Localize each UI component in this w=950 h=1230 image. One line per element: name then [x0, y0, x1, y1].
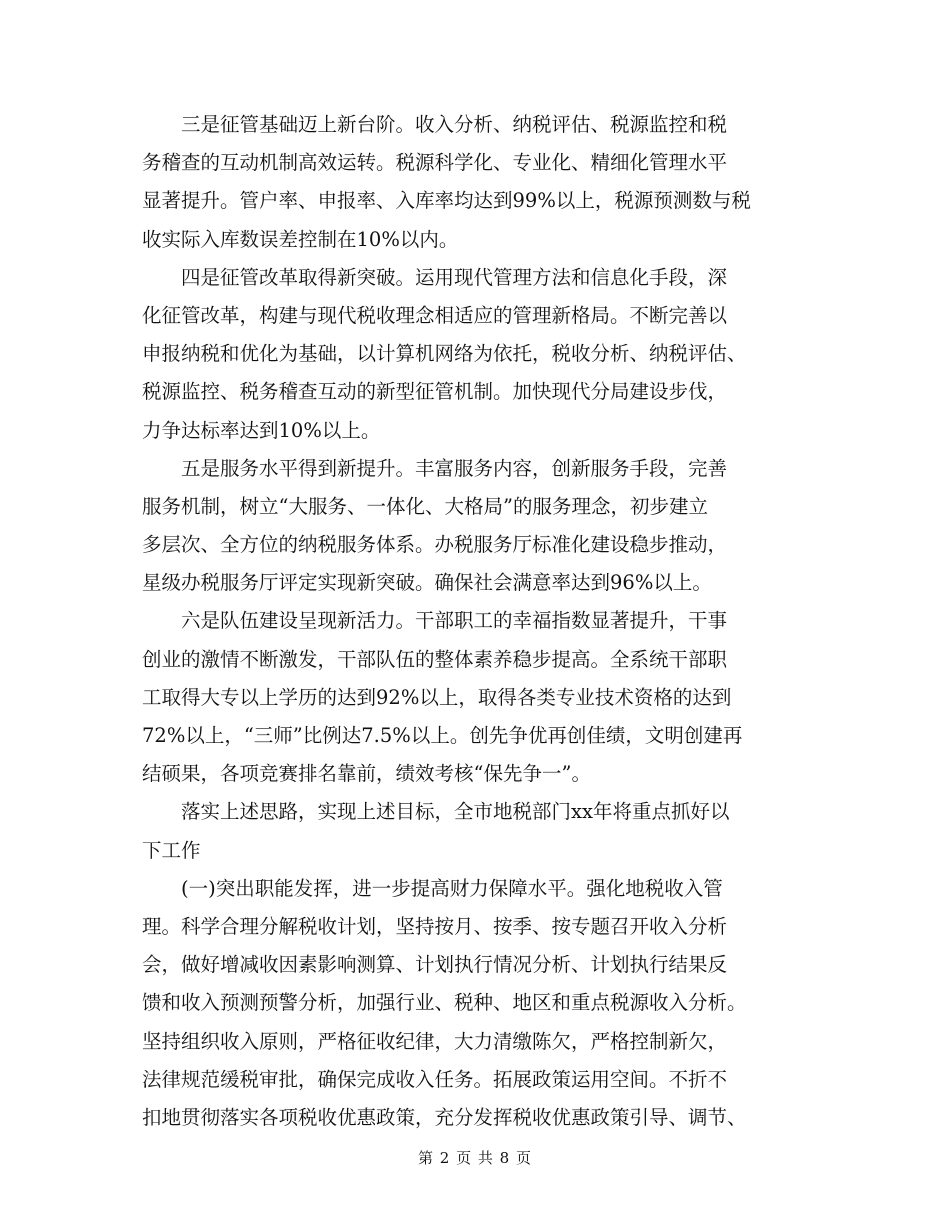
paragraph-first-line: 五是服务水平得到新提升。丰富服务内容，创新服务手段，完善: [181, 456, 728, 480]
paragraph-line: 坚持组织收入原则，严格征收纪律，大力清缴陈欠，严格控制新欠，: [142, 1029, 728, 1053]
paragraph-line: 化征管改革，构建与现代税收理念相适应的管理新格局。不断完善以: [142, 303, 728, 327]
paragraph-line: 力争达标率达到10%以上。: [142, 418, 381, 442]
paragraph-line: 务稽查的互动机制高效运转。税源科学化、专业化、精细化管理水平: [142, 151, 728, 175]
paragraph-line: 显著提升。管户率、申报率、入库率均达到99%以上，税源预测数与税: [142, 189, 751, 213]
paragraph-line: 下工作: [142, 838, 201, 862]
paragraph-first-line: 四是征管改革取得新突破。运用现代管理方法和信息化手段，深: [181, 265, 728, 289]
paragraph-line: 扣地贯彻落实各项税收优惠政策，充分发挥税收优惠政策引导、调节、: [142, 1105, 747, 1129]
paragraph-line: 税源监控、税务稽查互动的新型征管机制。加快现代分局建设步伐，: [142, 380, 728, 404]
page-number-footer: 第 2 页 共 8 页: [418, 1149, 532, 1167]
paragraph-line: 星级办税服务厅评定实现新突破。确保社会满意率达到96%以上。: [142, 571, 712, 595]
paragraph-line: 申报纳税和优化为基础，以计算机网络为依托，税收分析、纳税评估、: [142, 342, 747, 366]
paragraph-line: 会，做好增减收因素影响测算、计划执行情况分析、计划执行结果反: [142, 953, 728, 977]
paragraph-line: 工取得大专以上学历的达到92%以上，取得各类专业技术资格的达到: [142, 685, 732, 709]
paragraph-line: 结硕果，各项竞赛排名靠前，绩效考核“保先争一”。: [142, 762, 591, 786]
document-body: [142, 106, 810, 1137]
paragraph-first-line: (一)突出职能发挥，进一步提高财力保障水平。强化地税收入管: [181, 876, 723, 900]
paragraph-line: 服务机制，树立“大服务、一体化、大格局”的服务理念，初步建立: [142, 494, 708, 518]
paragraph-line: 馈和收入预测预警分析，加强行业、税种、地区和重点税源收入分析。: [142, 991, 747, 1015]
paragraph-line: 理。科学合理分解税收计划，坚持按月、按季、按专题召开收入分析: [142, 914, 728, 938]
paragraph-line: 收实际入库数误差控制在10%以内。: [142, 227, 459, 251]
paragraph-first-line: 三是征管基础迈上新台阶。收入分析、纳税评估、税源监控和税: [181, 113, 728, 136]
paragraph-first-line: 落实上述思路，实现上述目标，全市地税部门xx年将重点抓好以: [181, 800, 730, 824]
paragraph-line: 创业的激情不断激发，干部队伍的整体素养稳步提高。全系统干部职: [142, 647, 728, 671]
paragraph-line: 多层次、全方位的纳税服务体系。办税服务厅标准化建设稳步推动，: [142, 533, 728, 557]
paragraph-line: 法律规范缓税审批，确保完成收入任务。拓展政策运用空间。不折不: [142, 1067, 728, 1091]
paragraph-line: 72%以上，“三师”比例达7.5%以上。创先争优再创佳绩，文明创建再: [142, 724, 743, 747]
paragraph-first-line: 六是队伍建设呈现新活力。干部职工的幸福指数显著提升，干事: [181, 609, 728, 633]
